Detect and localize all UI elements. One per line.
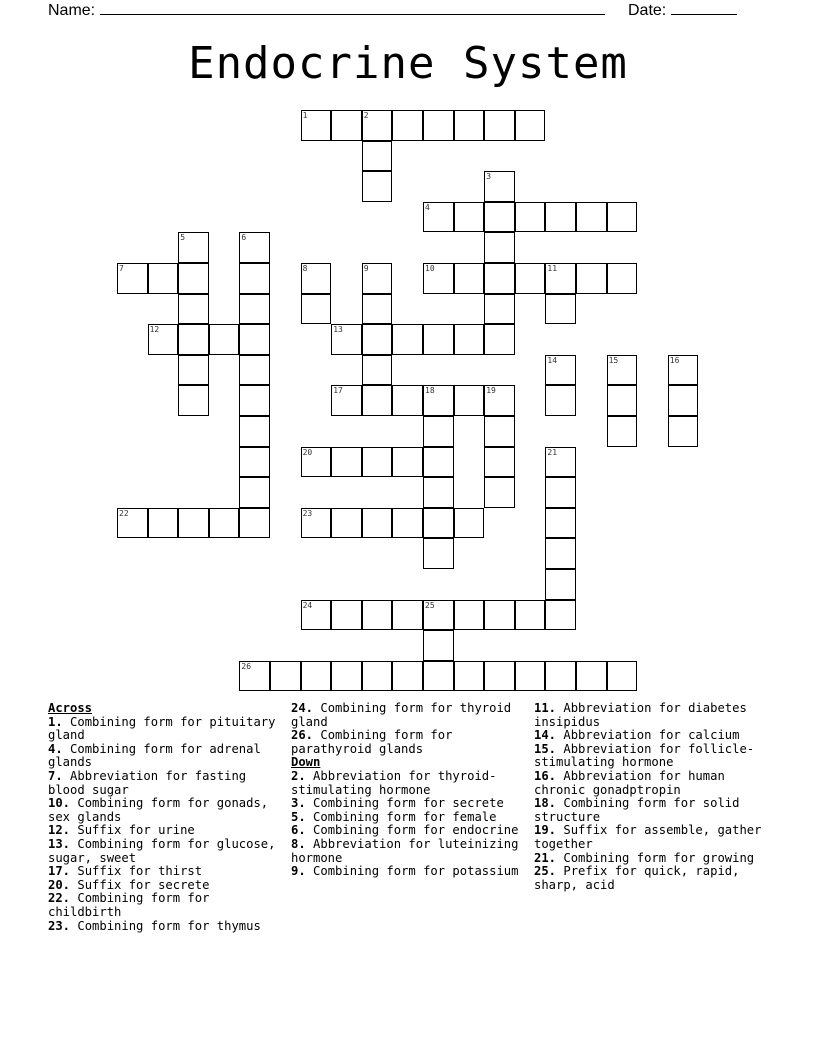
crossword-cell[interactable] [454, 385, 485, 416]
crossword-cell[interactable] [392, 447, 423, 478]
clue-number: 18 [425, 386, 435, 396]
clue-item-text: Combining form for thymus [70, 918, 261, 933]
crossword-cell[interactable] [362, 447, 393, 478]
clue-item [534, 729, 774, 743]
crossword-cell[interactable] [301, 447, 332, 478]
date-label: Date: [628, 2, 667, 19]
crossword-cell[interactable] [117, 508, 148, 539]
clue-item-number: 2. [291, 768, 306, 783]
crossword-cell[interactable] [545, 600, 576, 631]
clue-item [534, 852, 774, 866]
clue-number: 26 [241, 661, 252, 671]
crossword-cell[interactable] [545, 508, 576, 539]
clue-number: 16 [669, 355, 680, 365]
crossword-cell[interactable] [607, 385, 638, 416]
crossword-cell[interactable] [423, 477, 454, 508]
crossword-cell[interactable] [392, 661, 423, 692]
clue-item-text: Prefix for quick, rapid, sharp, acid [534, 864, 740, 892]
crossword-cell[interactable] [423, 630, 454, 661]
across-heading: Across [48, 701, 93, 715]
clue-number: 1 [302, 111, 308, 120]
page-title: Endocrine System [188, 38, 628, 89]
crossword-cell[interactable] [484, 110, 515, 141]
clue-item-text: Combining form for childbirth [48, 891, 210, 919]
crossword-cell[interactable] [239, 385, 270, 416]
crossword-cell[interactable] [178, 508, 209, 539]
clue-number: 14 [547, 355, 558, 365]
crossword-cell[interactable] [423, 110, 454, 141]
crossword-cell[interactable] [362, 661, 393, 692]
crossword-cell[interactable] [484, 263, 515, 294]
clue-item-text: Combining form for gonads, sex glands [48, 796, 269, 824]
clue-item [48, 797, 280, 824]
crossword-cell[interactable] [392, 385, 423, 416]
crossword-cell[interactable] [392, 324, 423, 355]
crossword-cell[interactable] [362, 324, 393, 355]
crossword-cell[interactable] [270, 661, 301, 692]
crossword-cell[interactable] [148, 263, 179, 294]
crossword-cell[interactable] [423, 447, 454, 478]
crossword-cell[interactable] [178, 263, 209, 294]
clue-item-number: 16. [534, 768, 557, 783]
crossword-cell[interactable] [545, 538, 576, 569]
clue-number: 22 [119, 508, 129, 518]
crossword-cell[interactable] [392, 110, 423, 141]
crossword-cell[interactable] [545, 263, 576, 294]
crossword-cell[interactable] [178, 232, 209, 263]
clue-item-number: 5. [291, 809, 306, 824]
crossword-cell[interactable] [301, 600, 332, 631]
clue-item-text: Combining form for glucose, sugar, sweet [48, 836, 276, 865]
crossword-cell[interactable] [239, 355, 270, 386]
crossword-cell[interactable] [239, 324, 270, 355]
clue-item [291, 797, 527, 811]
clue-item-number: 1. [48, 714, 63, 729]
clue-item [48, 716, 280, 743]
crossword-cell[interactable] [178, 385, 209, 416]
crossword-cell[interactable] [423, 202, 454, 233]
crossword-cell[interactable] [301, 508, 332, 539]
clue-item-text: Combining form for secrete [305, 796, 504, 811]
clue-item-number: 10. [48, 796, 71, 811]
crossword-cell[interactable] [362, 110, 393, 141]
clue-item-number: 25. [534, 864, 557, 879]
clue-number: 23 [302, 508, 313, 518]
clue-item-text: Abbreviation for thyroid-stimulating hormone [291, 768, 497, 797]
crossword-cell[interactable] [545, 661, 576, 692]
name-label: Name: [48, 2, 96, 19]
clue-item-number: 22. [48, 891, 71, 906]
crossword-cell[interactable] [392, 508, 423, 539]
crossword-cell[interactable] [515, 263, 546, 294]
clue-item-text: Combining form for thyroid gland [291, 701, 512, 729]
crossword-cell[interactable] [576, 202, 607, 233]
crossword-cell[interactable] [484, 661, 515, 692]
crossword-cell[interactable] [301, 110, 332, 141]
clue-item-text: Abbreviation for human chronic gonadptropin [534, 768, 725, 797]
clue-number: 20 [302, 447, 313, 457]
clue-item-number: 17. [48, 864, 71, 879]
crossword-cell[interactable] [239, 661, 270, 692]
clue-item-text: Abbreviation for diabetes insipidus [534, 701, 747, 729]
clue-item-text: Suffix for urine [70, 823, 195, 838]
crossword-cell[interactable] [301, 294, 332, 325]
crossword-cell[interactable] [454, 661, 485, 692]
clue-item-number: 19. [534, 823, 557, 838]
clue-item [534, 824, 774, 851]
clue-item [534, 797, 774, 824]
crossword-cell[interactable] [362, 141, 393, 172]
crossword-cell[interactable] [239, 508, 270, 539]
crossword-cell[interactable] [239, 447, 270, 478]
clue-item [48, 920, 280, 934]
clue-item [291, 865, 527, 879]
clue-number: 8 [302, 264, 308, 273]
crossword-cell[interactable] [148, 324, 179, 355]
clue-item-number: 13. [48, 836, 71, 851]
clue-item [48, 838, 280, 865]
clue-item-number: 4. [48, 741, 63, 756]
crossword-cell[interactable] [515, 600, 546, 631]
clue-number: 7 [119, 264, 124, 273]
crossword-cell[interactable] [209, 324, 240, 355]
clue-number: 10 [425, 264, 435, 273]
crossword-cell[interactable] [331, 508, 362, 539]
clue-item [291, 729, 527, 756]
crossword-cell[interactable] [362, 355, 393, 386]
crossword-cell[interactable] [545, 477, 576, 508]
crossword-cell[interactable] [301, 263, 332, 294]
crossword-cell[interactable] [239, 294, 270, 325]
crossword-cell[interactable] [607, 202, 638, 233]
crossword-cell[interactable] [576, 661, 607, 692]
clue-item-number: 6. [291, 823, 306, 838]
crossword-cell[interactable] [484, 171, 515, 202]
clue-number: 13 [333, 325, 343, 335]
crossword-cell[interactable] [668, 416, 699, 447]
crossword-cell[interactable] [331, 324, 362, 355]
clue-item-text: Combining form for parathyroid glands [291, 728, 453, 756]
crossword-cell[interactable] [239, 477, 270, 508]
crossword-cell[interactable] [668, 385, 699, 416]
down-heading: Down [291, 755, 321, 770]
clue-number: 12 [149, 325, 160, 335]
clue-item-text: Combining form for potassium [305, 864, 519, 879]
crossword-cell[interactable] [362, 600, 393, 631]
clue-item-text: Combining form for female [305, 809, 497, 824]
clue-item-number: 26. [291, 728, 314, 743]
crossword-cell[interactable] [331, 385, 362, 416]
clue-item [48, 743, 280, 770]
clue-number: 6 [241, 233, 247, 243]
crossword-cell[interactable] [454, 263, 485, 294]
crossword-cell[interactable] [362, 263, 393, 294]
crossword-cell[interactable] [239, 232, 270, 263]
crossword-cell[interactable] [331, 447, 362, 478]
crossword-cell[interactable] [209, 508, 240, 539]
clue-item-text: Abbreviation for follicle-stimulating hormone [534, 741, 755, 770]
clue-item [291, 702, 527, 729]
clue-number: 4 [425, 202, 430, 212]
crossword-cell[interactable] [545, 569, 576, 600]
clue-number: 15 [608, 355, 619, 365]
clue-item-text: Combining form for endocrine [305, 823, 519, 838]
crossword-cell[interactable] [545, 202, 576, 233]
clue-number: 9 [363, 264, 369, 273]
crossword-cell[interactable] [178, 355, 209, 386]
clue-item-number: 7. [48, 768, 63, 783]
crossword-cell[interactable] [484, 477, 515, 508]
crossword-cell[interactable] [454, 324, 485, 355]
crossword-cell[interactable] [178, 324, 209, 355]
clue-item-number: 15. [534, 741, 557, 756]
clue-item-text: Suffix for assemble, gather together [534, 823, 762, 851]
clue-number: 25 [425, 600, 435, 610]
crossword-cell[interactable] [362, 508, 393, 539]
clue-item-number: 14. [534, 728, 557, 743]
clues-column-3 [534, 702, 774, 892]
clue-item [534, 702, 774, 729]
clue-item [291, 838, 527, 865]
crossword-cell[interactable] [607, 416, 638, 447]
crossword-cell[interactable] [331, 661, 362, 692]
clue-item [291, 811, 527, 825]
clue-item [48, 892, 280, 919]
crossword-cell[interactable] [301, 661, 332, 692]
clue-item-number: 8. [291, 836, 306, 851]
crossword-cell[interactable] [454, 202, 485, 233]
clue-item-number: 21. [534, 850, 557, 865]
crossword-cell[interactable] [484, 202, 515, 233]
clues-column-2 [291, 702, 527, 879]
crossword-cell[interactable] [178, 294, 209, 325]
clue-item [534, 865, 774, 892]
crossword-cell[interactable] [362, 171, 393, 202]
clue-item-number: 18. [534, 796, 557, 811]
clue-number: 3 [486, 172, 492, 182]
clue-item-text: Suffix for thirst [70, 864, 203, 879]
clue-number: 19 [486, 386, 496, 396]
crossword-cell[interactable] [607, 263, 638, 294]
clues-column-1 [48, 702, 280, 933]
crossword-cell[interactable] [423, 538, 454, 569]
crossword-cell[interactable] [423, 661, 454, 692]
crossword-cell[interactable] [331, 600, 362, 631]
crossword-cell[interactable] [484, 324, 515, 355]
clue-item-text: Combining form for growing [556, 850, 755, 865]
clue-item-number: 24. [291, 701, 314, 715]
clue-item-text: Combining form for solid structure [534, 796, 740, 824]
crossword-cell[interactable] [117, 263, 148, 294]
clue-number: 5 [180, 233, 186, 243]
crossword-cell[interactable] [239, 416, 270, 447]
crossword-cell[interactable] [239, 263, 270, 294]
crossword-cell[interactable] [423, 508, 454, 539]
crossword-cell[interactable] [484, 232, 515, 263]
clue-item-number: 11. [534, 701, 557, 715]
crossword-cell[interactable] [423, 600, 454, 631]
crossword-cell[interactable] [484, 600, 515, 631]
clue-item-number: 12. [48, 823, 71, 838]
crossword-cell[interactable] [423, 385, 454, 416]
clue-item [48, 824, 280, 838]
crossword-cell[interactable] [484, 416, 515, 447]
clue-item-number: 23. [48, 918, 71, 933]
clue-item [534, 743, 774, 770]
clue-item [48, 770, 280, 797]
crossword-cell[interactable] [607, 661, 638, 692]
crossword-cell[interactable] [515, 110, 546, 141]
crossword-cell[interactable] [454, 110, 485, 141]
crossword-cell[interactable] [668, 355, 699, 386]
crossword-cell[interactable] [484, 385, 515, 416]
clue-item [48, 865, 280, 879]
clue-item-text: Abbreviation for luteinizing hormone [291, 836, 519, 865]
clue-number: 11 [547, 264, 558, 273]
clue-number: 17 [333, 386, 343, 396]
clue-item-text: Abbreviation for calcium [556, 728, 740, 743]
crossword-cell[interactable] [545, 355, 576, 386]
crossword-cell[interactable] [607, 355, 638, 386]
crossword-cell[interactable] [484, 447, 515, 478]
crossword-cell[interactable] [423, 324, 454, 355]
clue-item-number: 3. [291, 796, 306, 811]
crossword-cell[interactable] [545, 447, 576, 478]
crossword-cell[interactable] [454, 508, 485, 539]
crossword-cell[interactable] [362, 294, 393, 325]
clue-item [291, 824, 527, 838]
clue-item [291, 770, 527, 797]
crossword-cell[interactable] [576, 263, 607, 294]
crossword-cell[interactable] [423, 263, 454, 294]
crossword-cell[interactable] [148, 508, 179, 539]
crossword-cell[interactable] [515, 202, 546, 233]
crossword-cell[interactable] [484, 294, 515, 325]
clue-item [48, 879, 280, 893]
crossword-cell[interactable] [362, 385, 393, 416]
crossword-cell[interactable] [331, 110, 362, 141]
crossword-cell[interactable] [454, 600, 485, 631]
clue-item-text: Combining form for adrenal glands [48, 741, 261, 770]
clue-item-number: 9. [291, 864, 306, 879]
clue-number: 24 [302, 600, 313, 610]
clue-number: 2 [363, 111, 369, 120]
clue-item-text: Abbreviation for fasting blood sugar [48, 768, 247, 797]
clue-item [534, 770, 774, 797]
crossword-cell[interactable] [392, 600, 423, 631]
clue-number: 21 [547, 447, 558, 457]
crossword-cell[interactable] [545, 294, 576, 325]
crossword-cell[interactable] [545, 385, 576, 416]
clue-item-text: Combining form for pituitary gland [48, 714, 276, 743]
crossword-cell[interactable] [423, 416, 454, 447]
clue-item-text: Suffix for secrete [70, 877, 210, 892]
crossword-cell[interactable] [515, 661, 546, 692]
clue-item-number: 20. [48, 877, 71, 892]
